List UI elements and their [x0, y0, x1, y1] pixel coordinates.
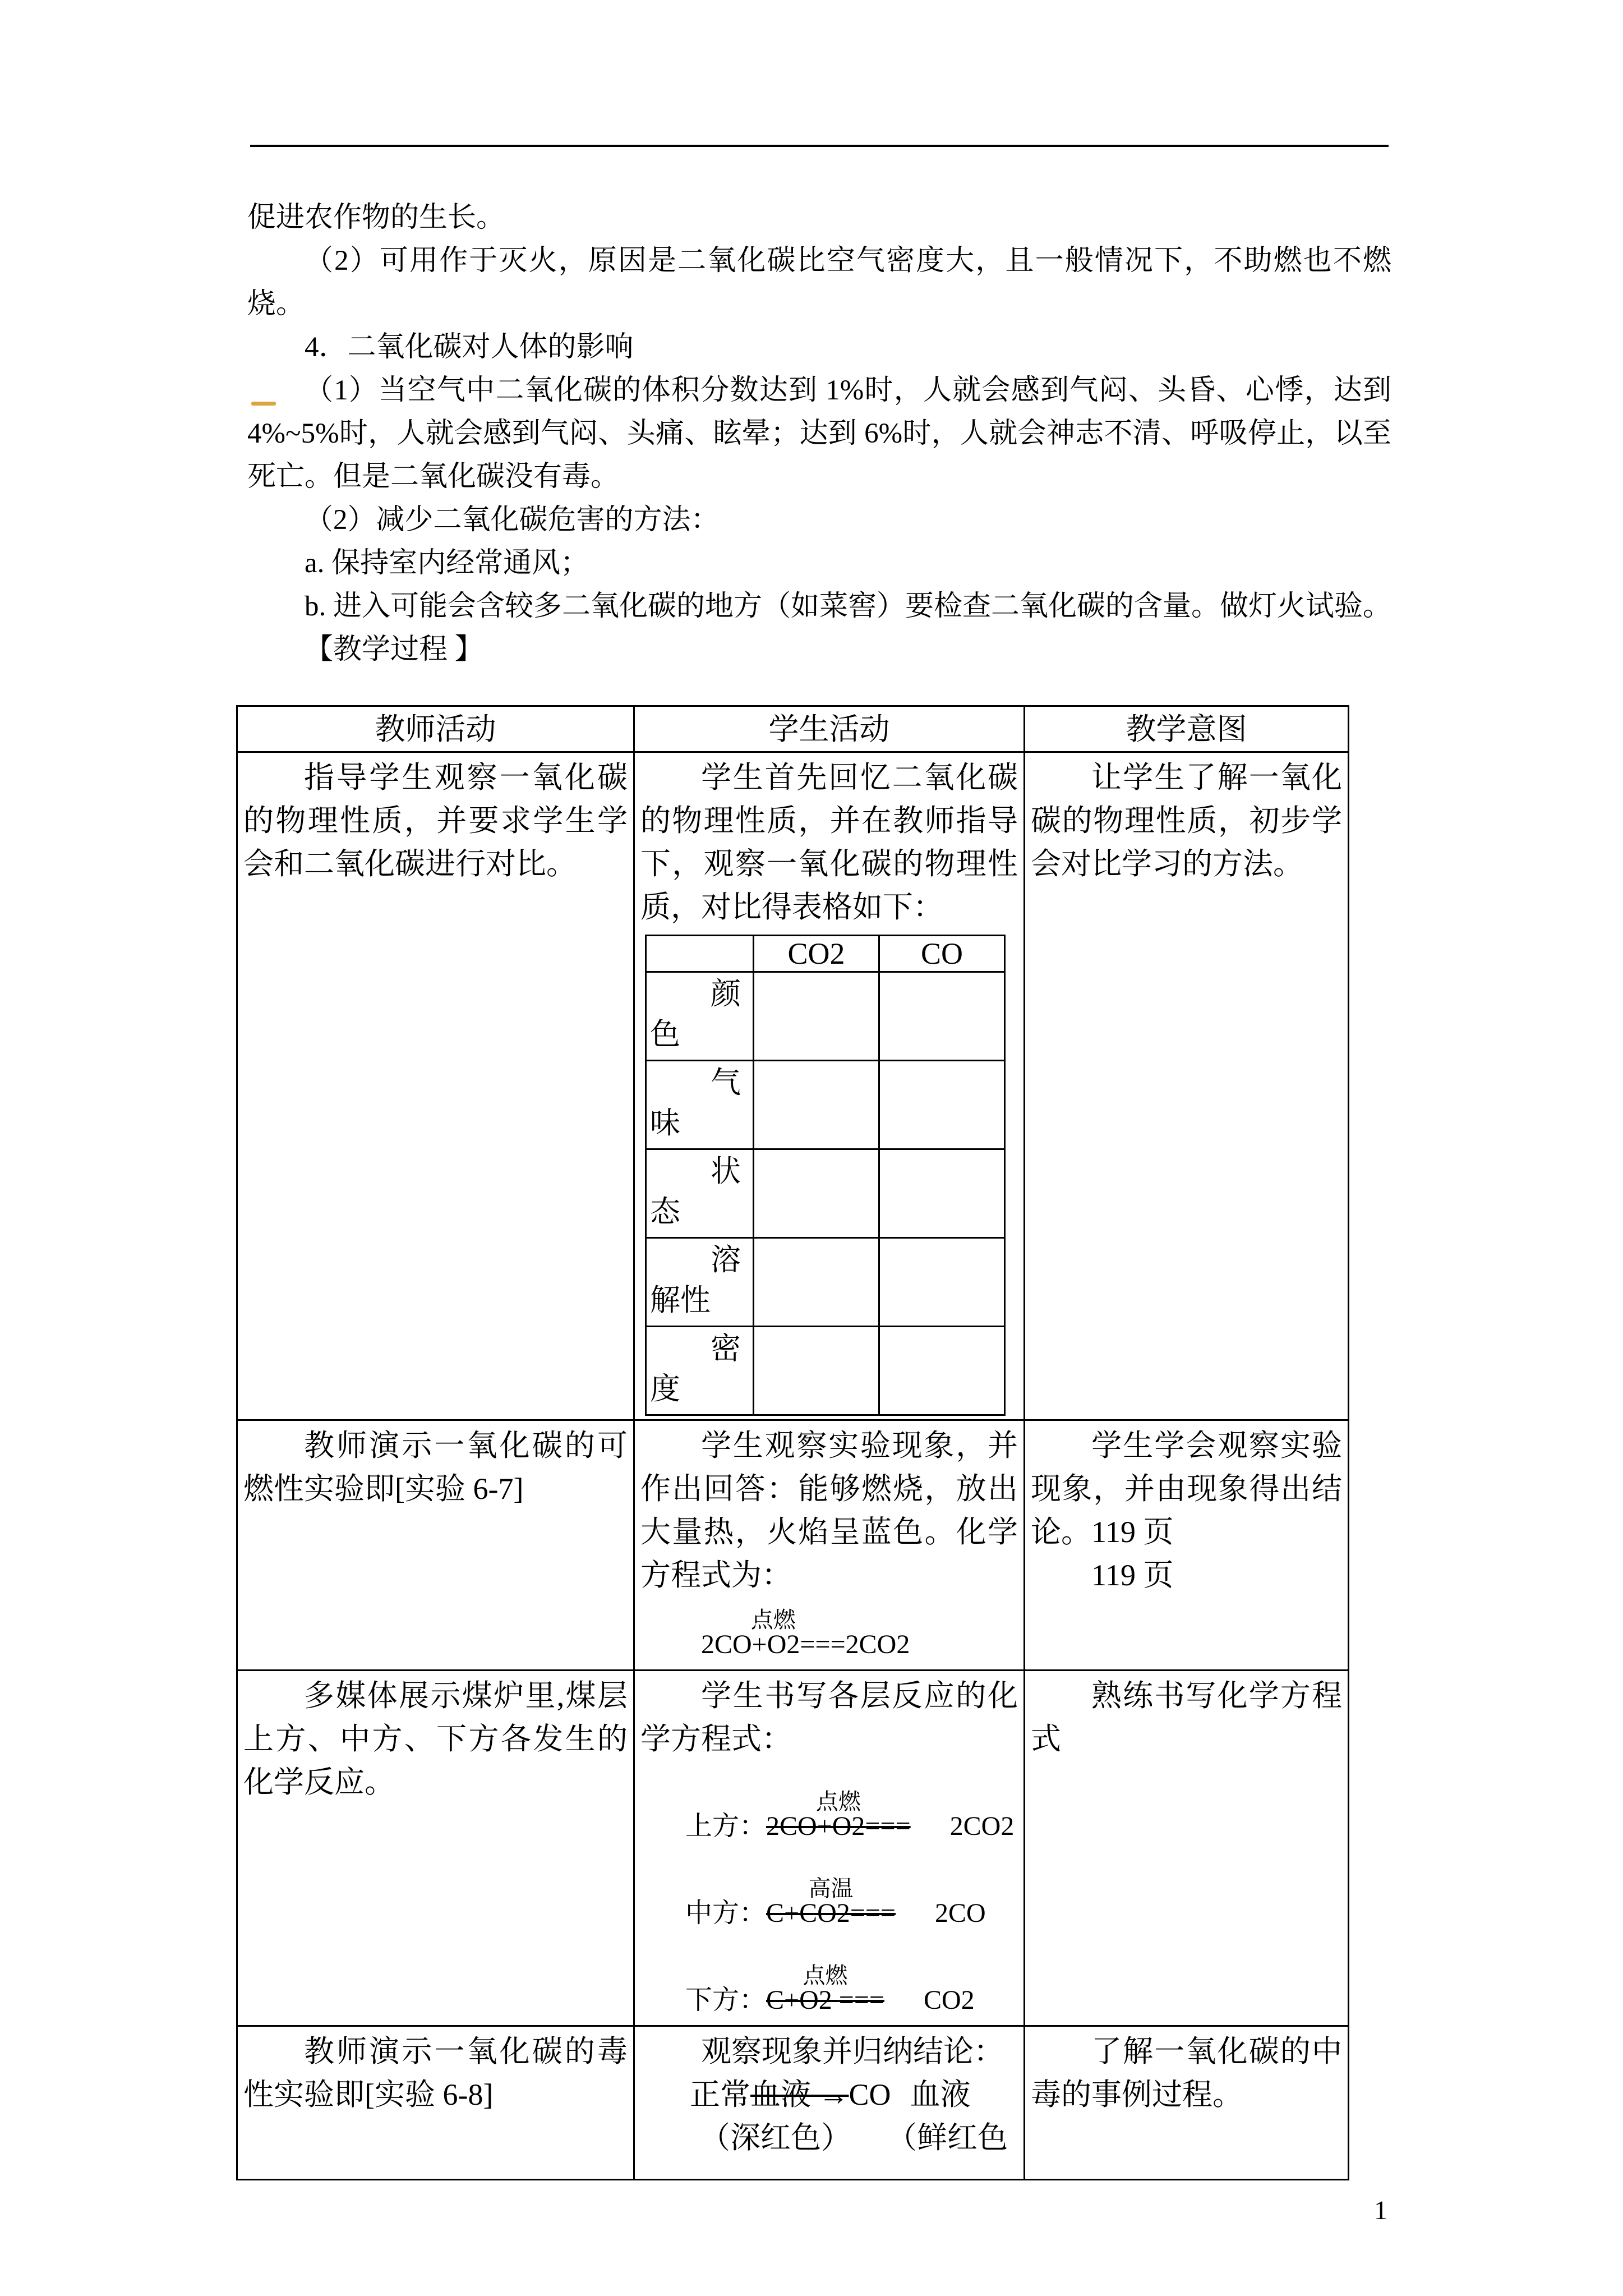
subtable-data-cell: [754, 1149, 879, 1238]
reaction-arrow-label: CO: [849, 2078, 891, 2111]
note-bright-red: （鲜红色: [902, 2121, 1008, 2155]
chem-equation: [640, 1876, 1018, 1935]
cell-paragraph: 了解一氧化碳的中毒的事例过程。: [1031, 2035, 1342, 2111]
chem-equation: [640, 1607, 1018, 1666]
paragraph: b. 进入可能会含较多二氧化碳的地方（如菜窖）要检查二氧化碳的含量。做灯火试验。: [305, 591, 1392, 622]
subtable-header-co: CO: [879, 936, 1005, 972]
chem-equation: [640, 1963, 1018, 2022]
paragraph: （1）当空气中二氧化碳的体积分数达到 1%时，人就会感到气闷、头昏、心悸，达到 4%~5%时，人就会感到气闷、头痛、眩晕；达到 6%时，人就会神志不清、呼吸停止，以至死亡。但是二氧化碳没有毒。: [247, 375, 1391, 493]
lesson-plan-table: [236, 705, 1349, 2180]
comparison-subtable: [645, 935, 1006, 1416]
equation-rhs: 2CO2: [949, 1811, 1015, 1841]
subtable-header-co2: CO2: [754, 936, 879, 972]
equation-position-label: 中方：: [685, 1898, 767, 1928]
cell-paragraph: 熟练书写化学方程式: [1031, 1679, 1342, 1756]
subtable-row: [646, 1238, 1005, 1327]
blood-reaction: [640, 2073, 1018, 2116]
equation-rhs: 2CO2: [845, 1630, 910, 1659]
equation-sign: ===: [850, 1898, 896, 1928]
subtable-row-label: 密度: [646, 1327, 754, 1415]
table-row: [237, 2026, 1349, 2180]
table-row: [237, 752, 1349, 1420]
cell-paragraph: 教师演示一氧化碳的可燃性实验即[实验 6-7]: [243, 1429, 628, 1506]
cell-teacher-activity: [237, 1420, 634, 1671]
cell-teaching-intent: [1025, 2026, 1349, 2180]
header-teaching-intent: 教学意图: [1025, 706, 1349, 752]
section-title: 【教学过程 】: [305, 634, 483, 665]
paragraph: a. 保持室内经常通风；: [305, 547, 589, 579]
equation-lhs-group: [766, 1985, 884, 2015]
cell-student-activity: [634, 1420, 1025, 1671]
paragraph: （2）减少二氧化碳危害的方法：: [305, 504, 720, 536]
cell-student-activity: [634, 752, 1025, 1420]
equation-group: [766, 1876, 896, 1935]
cell-paragraph: 指导学生观察一氧化碳的物理性质，并要求学生学会和二氧化碳进行对比。: [243, 761, 628, 881]
equation-position-label: 上方：: [685, 1811, 767, 1841]
subtable-corner-cell: [646, 936, 754, 972]
equation-position-label: 下方：: [685, 1985, 767, 2015]
subtable-data-cell: [879, 1327, 1005, 1415]
reaction-color-notes: [640, 2116, 1018, 2160]
subtable-row: [646, 972, 1005, 1061]
subtable-row: [646, 1327, 1005, 1415]
cell-paragraph: 学生书写各层反应的化学方程式：: [640, 1679, 1018, 1756]
equation-lhs: 2CO+O2: [766, 1811, 865, 1841]
paragraph: 4．二氧化碳对人体的影响: [305, 332, 634, 363]
subtable-header-row: [646, 936, 1005, 972]
subtable-data-cell: [754, 1238, 879, 1327]
subtable-row: [646, 1061, 1005, 1149]
cell-paragraph: 多媒体展示煤炉里,煤层上方、中方、下方各发生的化学反应。: [243, 1679, 628, 1799]
subtable-data-cell: [754, 972, 879, 1061]
subtable-row-label: 气味: [646, 1061, 754, 1149]
reaction-condition: 点燃: [803, 1963, 848, 1989]
reaction-to: 血液: [910, 2078, 971, 2111]
equation-group: [766, 1963, 884, 2022]
subtable-data-cell: [879, 1149, 1005, 1238]
reaction-condition: 点燃: [750, 1607, 796, 1633]
paragraph: （2）可用作于灭火，原因是二氧化碳比空气密度大，且一般情况下，不助燃也不燃烧。: [247, 245, 1391, 320]
equation-group: [766, 1789, 911, 1848]
equation-lhs: 2CO+O2: [701, 1630, 800, 1659]
cell-teacher-activity: [237, 752, 634, 1420]
table-row: [237, 1420, 1349, 1671]
table-row: [237, 1671, 1349, 2026]
cell-teaching-intent: [1025, 1420, 1349, 1671]
equation-rhs: CO2: [923, 1985, 975, 2015]
header-teacher-activity: 教师活动: [237, 706, 634, 752]
subtable-data-cell: [879, 1061, 1005, 1149]
equation-sign: ===: [865, 1811, 911, 1841]
cell-paragraph: 观察现象并归纳结论：: [701, 2035, 1004, 2068]
chem-equation: [640, 1789, 1018, 1848]
cell-teaching-intent: [1025, 1671, 1349, 2026]
equation-lhs: C+O2: [766, 1985, 839, 2015]
cell-teacher-activity: [237, 2026, 634, 2180]
note-dark-red: （深红色）: [700, 2121, 851, 2155]
equation-lhs: C+CO2: [766, 1898, 850, 1928]
subtable-data-cell: [879, 972, 1005, 1061]
cell-student-activity: [634, 1671, 1025, 2026]
cell-paragraph: 学生学会观察实验现象，并由现象得出结论。119 页: [1031, 1429, 1342, 1549]
reaction-condition: 高温: [808, 1876, 854, 1902]
subtable-row: [646, 1149, 1005, 1238]
subtable-row-label: 状态: [646, 1149, 754, 1238]
cell-teacher-activity: [237, 1671, 634, 2026]
equation-lhs-group: [766, 1811, 911, 1841]
subtable-data-cell: [754, 1061, 879, 1149]
subtable-row-label: 颜色: [646, 972, 754, 1061]
header-student-activity: 学生活动: [634, 706, 1025, 752]
equation-sign: ===: [800, 1630, 846, 1659]
document-content: [243, 196, 1392, 2180]
cell-student-activity: [634, 2026, 1025, 2180]
reaction-condition: 点燃: [815, 1789, 861, 1815]
paragraph: 促进农作物的生长。: [247, 202, 505, 233]
equation-sign: ===: [838, 1985, 884, 2015]
cell-paragraph: 教师演示一氧化碳的毒性实验即[实验 6-8]: [243, 2035, 628, 2111]
subtable-row-label: 溶解性: [646, 1238, 754, 1327]
reaction-from: 正常: [690, 2078, 750, 2111]
equation-group: [701, 1607, 846, 1666]
cell-paragraph: 学生观察实验现象，并作出回答：能够燃烧，放出大量热，火焰呈蓝色。化学方程式为：: [640, 1429, 1018, 1592]
equation-rhs: 2CO: [935, 1898, 986, 1928]
subtable-data-cell: [754, 1327, 879, 1415]
cell-paragraph: 119 页: [1091, 1558, 1174, 1592]
table-header-row: [237, 706, 1349, 752]
reaction-arrow-segment: 血液 →: [750, 2078, 849, 2111]
cell-paragraph: 学生首先回忆二氧化碳的物理性质，并在教师指导下，观察一氧化碳的物理性质，对比得表格如下：: [640, 761, 1018, 924]
page-number: 1: [1374, 2196, 1387, 2225]
cell-paragraph: 让学生了解一氧化碳的物理性质，初步学会对比学习的方法。: [1031, 761, 1342, 881]
equation-lhs-group: [766, 1898, 896, 1928]
subtable-data-cell: [879, 1238, 1005, 1327]
cell-teaching-intent: [1025, 752, 1349, 1420]
header-rule: [250, 145, 1389, 147]
